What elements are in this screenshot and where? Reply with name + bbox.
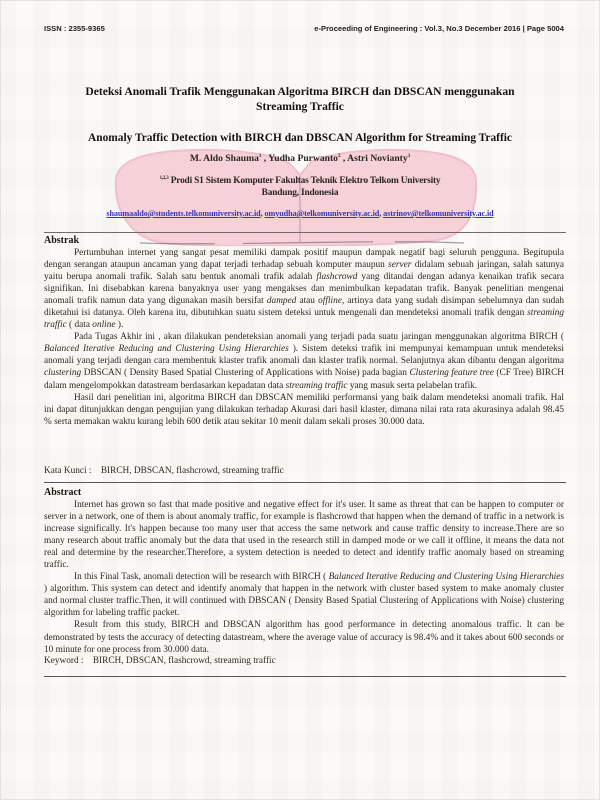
emails-line <box>30 209 570 218</box>
authors-line <box>60 153 540 164</box>
paragraph <box>44 571 564 619</box>
keyword-value: BIRCH, DBSCAN, flashcrowd, streaming traffic <box>92 656 276 666</box>
text-run: ). <box>115 320 124 331</box>
title-indonesian: Deteksi Anomali Trafik Menggunakan Algoritma BIRCH dan DBSCAN menggunakan Streaming Traffic <box>85 85 515 113</box>
text-run: , artinya data yang sudah disimpan sebelumnya dan sudah diketahui isi datanya. Oleh karena itu, dibutuhkan suatu sistem deteksi untuk mengenali dan mendeteksi anomali trafik dengan <box>44 296 564 319</box>
affiliation-superscript: 1,2,3 <box>159 175 169 181</box>
keyword-label: Keyword : <box>44 656 84 666</box>
email-separator: , <box>260 209 265 218</box>
italic-run: damped <box>266 296 297 307</box>
text-run: DBSCAN ( Density Based Spatial Clustering of Applications with Noise) pada bagian <box>81 368 410 379</box>
italic-run: clustering <box>44 368 82 379</box>
email-link[interactable]: omyudha@telkomuniversity.ac.id <box>264 209 380 218</box>
italic-run: streaming traffic <box>285 380 348 391</box>
title-english: Anomaly Traffic Detection with BIRCH dan DBSCAN Algorithm for Streaming Traffic <box>88 132 512 144</box>
affiliation-line <box>60 176 540 199</box>
affiliation-city: Bandung, Indonesia <box>261 187 339 198</box>
italic-run: streaming traffic <box>44 308 564 331</box>
proceeding-label: e-Proceeding of Engineering : Vol.3, No.3 December 2016 | Page 5004 <box>314 24 564 33</box>
italic-run: online <box>92 320 116 331</box>
kata-kunci-line <box>44 466 564 476</box>
italic-run: Clustering feature tree <box>409 368 494 379</box>
text-run: yang ditandai dengan adanya kenaikan trafik secara signifikan. Ini disebabkan karena banyaknya user yang mengakses dan menimbulkan kepadatan trafik. Banyak penelitian mengenai anomali trafik namun data yang digunakan masih bersifat <box>44 272 564 307</box>
italic-run: Balanced Iterative Reducing and Clustering Using Hierarchies <box>328 572 564 583</box>
issn-label: ISSN : 2355-9365 <box>44 24 105 33</box>
paragraph <box>44 392 564 428</box>
divider-rule-bottom <box>44 676 566 677</box>
author-separator: , <box>340 153 348 164</box>
text-run: (CF Tree) BIRCH dalam mengelompokkan datastream berdasarkan kepadatan data <box>44 368 565 391</box>
text-run: atau <box>296 296 319 307</box>
text-run: Pertumbuhan internet yang sangat pesat memiliki dampak positif maupun dampak negatif bagi seluruh pengguna. Begitupula dengan serangan ataupun ancaman yang dapat terjadi terhadap sebuah komputer maupun <box>44 248 564 271</box>
text-run: Internet has grown so fast that made positive and negative effect for it's user. It same as threat that can be happen to computer or server in a network, one of them is about anomaly traffic, for example is flashcrowd that happen when the demand of traffic in a network is increase significally. It's happen because too many user that access the same network and cause traffic density to increase.There are so many research about traffic anomaly but the data that used in the research still in damped mode or we call it offline, it means the data not real and determine by the researcher.Therefore, a system detection is needed to detect and identify traffic anomaly based on streaming traffic. <box>44 500 564 571</box>
kata-kunci-value: BIRCH, DBSCAN, flashcrowd, streaming traffic <box>100 466 284 476</box>
divider-rule-middle <box>44 482 566 483</box>
divider-rule-top <box>44 232 566 233</box>
keyword-line <box>44 656 564 666</box>
abstract-heading: Abstract <box>44 487 82 498</box>
abstrak-body <box>44 247 564 428</box>
paragraph <box>44 247 564 331</box>
italic-run: server <box>388 260 412 271</box>
text-run: ) algorithm. This system can detect and identify anomaly that happen in the network with cluster based system to make anomaly cluster and normal cluster traffic.Then, it will continued with DBSCAN ( Density Based Spatial Clustering of Applications with Noise) clustering algorithm for labeling traffic packet. <box>44 584 564 619</box>
italic-run: flashcrowd <box>316 272 358 283</box>
author-name: Yudha Purwanto <box>268 153 338 164</box>
abstract-body <box>44 499 564 656</box>
email-link[interactable]: shaumaaldo@students.telkomuniversity.ac.id <box>106 209 261 218</box>
text-run: Result from this study, BIRCH and DBSCAN algorithm has good performance in detecting anomalous traffic. It can be demonstrated by tests the accuracy of detecting datastream, where the average value of accuracy is 98.4% and it takes about 600 seconds or 10 minute for one process from 30.000 data. <box>44 620 564 655</box>
text-run: Pada Tugas Akhir ini , akan dilakukan pendeteksian anomali yang terjadi pada suatu jaringan menggunakan algoritma BIRCH ( <box>74 332 564 343</box>
email-link[interactable]: astrinov@telkomuniversity.ac.id <box>383 209 494 218</box>
text-run: didalam sebuah jaringan, salah satunya yaitu berupa anomali trafik. Salah satu bentuk anomali trafik adalah <box>44 260 564 283</box>
text-run: ). Sistem deteksi trafik ini mempunyai kemampuan untuk mendeteksi anomali yang terjadi dengan cara membentuk klaster trafik anomali dan klaster trafik normal. Selanjutnya akan dibantu dengan algoritma <box>44 344 564 367</box>
paragraph <box>44 331 564 391</box>
author-name: Astri Novianty <box>347 153 408 164</box>
affiliation-text: Prodi S1 Sistem Komputer Fakultas Teknik Elektro Telkom University <box>170 176 441 186</box>
abstrak-heading: Abstrak <box>44 235 80 246</box>
author-name: M. Aldo Shauma <box>189 153 259 164</box>
italic-run: offline <box>318 296 342 307</box>
author-separator: , <box>261 153 269 164</box>
text-run: In this Final Task, anomali detection will be research with BIRCH ( <box>74 572 329 583</box>
paragraph <box>44 499 564 571</box>
paragraph <box>44 619 564 655</box>
text-run: Hasil dari penelitian ini, algoritma BIRCH dan DBSCAN memiliki performansi yang baik dalam mendeteksi anomali trafik. Hal ini dapat ditunjukkan dengan pengujian yang dilakukan terhadap Akurasi dari hasil klaster, dimana nilai rata rata akurasinya adalah 98.45 % serta memakan waktu kurang lebih 600 detik atau sekitar 10 menit dalam sekali proses 30.000 data. <box>44 392 564 427</box>
italic-run: Balanced Iterative Reducing and Clustering Using Hierarchies <box>44 344 289 355</box>
author-superscript: 2 <box>337 153 341 159</box>
author-superscript: 1 <box>258 153 262 159</box>
author-superscript: 3 <box>407 153 411 159</box>
email-separator: , <box>379 209 384 218</box>
kata-kunci-label: Kata Kunci : <box>44 466 92 476</box>
page-meta-header <box>44 24 564 33</box>
text-run: yang masuk serta pelabelan trafik. <box>347 380 478 391</box>
text-run: ( data <box>66 320 93 331</box>
